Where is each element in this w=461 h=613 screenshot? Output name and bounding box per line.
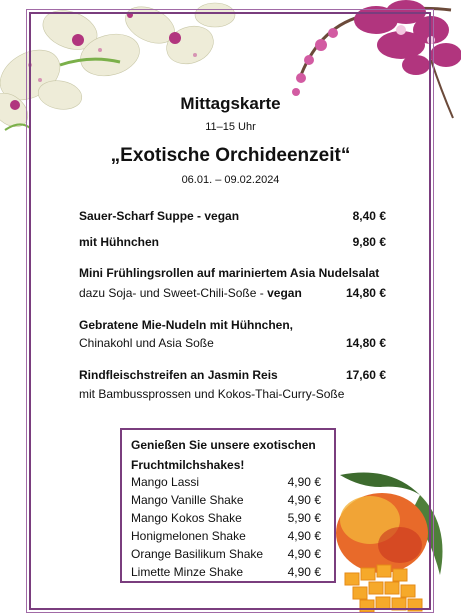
shake-row: Mango Kokos Shake 5,90 €: [131, 511, 321, 525]
shake-row: Orange Basilikum Shake 4,90 €: [131, 547, 321, 561]
dish-row: [79, 336, 386, 350]
dish-price: 17,60 €: [345, 368, 386, 382]
dish-price: 14,80 €: [345, 286, 386, 300]
menu-headline: „Exotische Orchideenzeit“: [110, 145, 351, 166]
dish-row: [79, 235, 386, 249]
dish-row: [79, 209, 386, 223]
dish-row: [79, 286, 386, 300]
dish-row: [79, 368, 386, 382]
dish-description: dazu Soja- und Sweet-Chili-Soße - vegan: [79, 286, 302, 300]
dish-price: 8,40 €: [352, 209, 386, 223]
shake-heading: Genießen Sie unsere exotischen Fruchtmilchshakes!: [131, 438, 316, 472]
dish-description: Chinakohl und Asia Soße: [79, 336, 214, 350]
vegan-label: vegan: [267, 286, 302, 300]
shake-row: Limette Minze Shake 4,90 €: [131, 565, 321, 579]
dish-name: mit Hühnchen: [79, 235, 159, 249]
dish-price: 9,80 €: [352, 235, 386, 249]
shake-box: [120, 428, 336, 583]
shake-row: Mango Vanille Shake 4,90 €: [131, 493, 321, 507]
dish-name: Rindfleischstreifen an Jasmin Reis: [79, 368, 278, 382]
dish-price: 14,80 €: [345, 336, 386, 350]
dish-name: Sauer-Scharf Suppe - vegan: [79, 209, 240, 223]
shake-row: Mango Lassi 4,90 €: [131, 475, 321, 489]
dish-row: [79, 387, 386, 401]
page-title: Mittagskarte: [180, 94, 281, 113]
menu-dates: 06.01. – 09.02.2024: [181, 174, 280, 186]
dish-row: [79, 318, 386, 332]
dish-name: Mini Frühlingsrollen auf mariniertem Asia Nudelsalat: [79, 266, 380, 280]
dish-description: mit Bambussprossen und Kokos-Thai-Curry-Soße: [79, 387, 345, 401]
shake-row: Honigmelonen Shake 4,90 €: [131, 529, 321, 543]
dish-row: [79, 266, 386, 280]
dish-name: Gebratene Mie-Nudeln mit Hühnchen,: [79, 318, 294, 332]
opening-hours: 11–15 Uhr: [205, 121, 256, 133]
